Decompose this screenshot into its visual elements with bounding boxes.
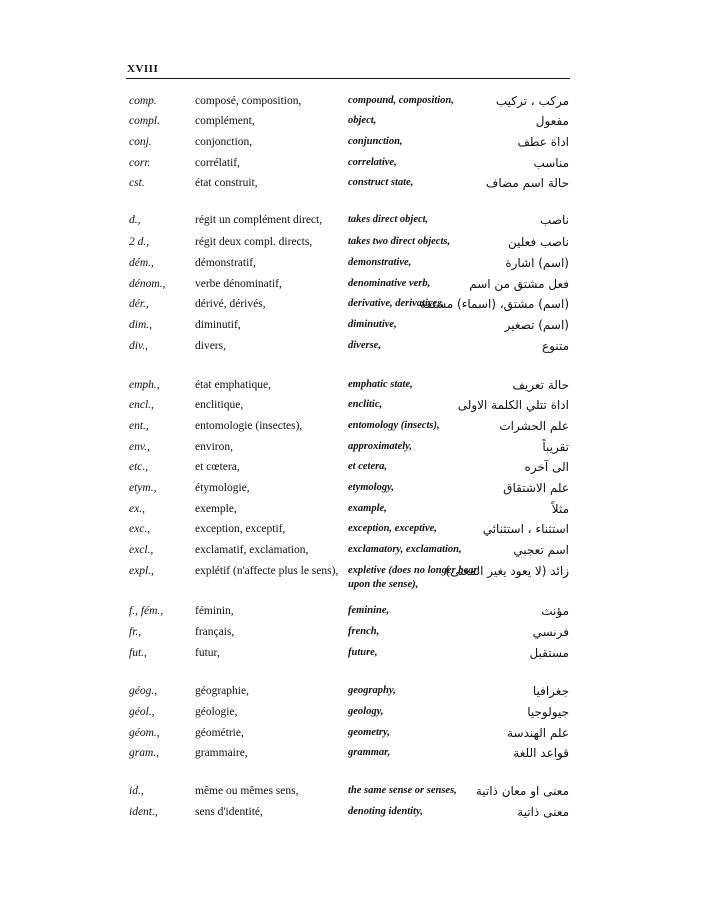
abbreviation: fr., xyxy=(129,626,142,638)
abbreviation: exc., xyxy=(129,523,151,535)
abbreviation: cst. xyxy=(129,177,145,189)
english-meaning: etymology, xyxy=(348,482,394,493)
french-meaning: divers, xyxy=(195,340,226,352)
english-meaning: enclitic, xyxy=(348,399,383,410)
french-meaning: exclamatif, exclamation, xyxy=(195,544,309,556)
abbreviation: ident., xyxy=(129,806,158,818)
arabic-meaning: قواعد اللغة xyxy=(513,746,569,760)
abbreviation: fut., xyxy=(129,647,147,659)
abbreviation: dim., xyxy=(129,319,152,331)
english-meaning: takes direct object, xyxy=(348,214,429,225)
french-meaning: géométrie, xyxy=(195,727,244,739)
french-meaning: régit un complément direct, xyxy=(195,214,323,226)
abbreviation: conj. xyxy=(129,136,152,148)
english-meaning: geology, xyxy=(348,706,384,717)
abbreviation: comp. xyxy=(129,95,157,107)
abbreviation: géol., xyxy=(129,706,155,718)
french-meaning: et cœtera, xyxy=(195,461,240,473)
french-meaning: état construit, xyxy=(195,177,258,189)
arabic-meaning: علم الاشتقاق xyxy=(503,481,569,495)
french-meaning: environ, xyxy=(195,441,234,453)
english-meaning: correlative, xyxy=(348,157,397,168)
arabic-meaning: متنوع xyxy=(541,339,569,353)
arabic-meaning: معنى او معان ذاتية xyxy=(475,784,569,798)
abbreviation: géog., xyxy=(129,685,158,697)
english-meaning: et cetera, xyxy=(348,461,388,472)
english-meaning: geography, xyxy=(348,685,396,696)
arabic-meaning: ناصب xyxy=(540,213,569,227)
english-meaning: diminutive, xyxy=(348,319,397,330)
arabic-meaning: جغرافيا xyxy=(532,684,569,698)
abbreviation: f., fém., xyxy=(129,605,164,617)
page-number: XVIII xyxy=(127,63,159,75)
abbreviation: géom., xyxy=(129,727,160,739)
arabic-meaning: الى آخره xyxy=(524,460,569,474)
french-meaning: sens d'identité, xyxy=(195,806,263,818)
french-meaning: exception, exceptif, xyxy=(195,523,286,535)
arabic-meaning: (اسم) تصغير xyxy=(504,318,569,332)
abbreviation: ex., xyxy=(129,503,145,515)
french-meaning: corrélatif, xyxy=(195,157,241,169)
french-meaning: même ou mêmes sens, xyxy=(195,785,299,797)
arabic-meaning: فرنسي xyxy=(532,625,569,639)
english-meaning: exclamatory, exclamation, xyxy=(348,544,462,555)
arabic-meaning: تقريباً xyxy=(542,440,569,454)
abbreviation: dém., xyxy=(129,257,154,269)
english-meaning: french, xyxy=(348,626,380,637)
french-meaning: géographie, xyxy=(195,685,249,697)
arabic-meaning: مستقبل xyxy=(529,646,569,660)
abbreviation: id., xyxy=(129,785,144,797)
english-meaning: future, xyxy=(348,647,378,658)
arabic-meaning: علم الهندسة xyxy=(507,726,569,740)
arabic-meaning: اداة تتلي الكلمة الاولى xyxy=(457,398,569,412)
english-meaning: compound, composition, xyxy=(348,95,454,106)
english-meaning: example, xyxy=(348,503,387,514)
arabic-meaning: جيولوجيا xyxy=(527,705,569,719)
arabic-meaning: فعل مشتق من اسم xyxy=(469,277,569,291)
arabic-meaning: اداة عطف xyxy=(517,135,569,149)
arabic-meaning: مثلاً xyxy=(551,502,569,516)
arabic-meaning: مركب ، تركيب xyxy=(495,94,569,108)
french-meaning: état emphatique, xyxy=(195,379,271,391)
english-meaning: construct state, xyxy=(348,177,414,188)
english-meaning: demonstrative, xyxy=(348,257,412,268)
french-meaning: futur, xyxy=(195,647,220,659)
french-meaning: grammaire, xyxy=(195,747,248,759)
abbreviation: expl., xyxy=(129,565,154,577)
english-meaning: the same sense or senses, xyxy=(348,785,457,796)
french-meaning: géologie, xyxy=(195,706,238,718)
arabic-meaning: مؤنث xyxy=(541,604,569,618)
english-meaning: geometry, xyxy=(348,727,390,738)
english-meaning: feminine, xyxy=(348,605,390,616)
arabic-meaning: (اسم) اشارة xyxy=(505,256,569,270)
french-meaning: enclitique, xyxy=(195,399,244,411)
english-meaning: approximately, xyxy=(348,441,413,452)
english-meaning: conjunction, xyxy=(348,136,403,147)
english-meaning: denoting identity, xyxy=(348,806,423,817)
abbreviation: 2 d., xyxy=(129,236,150,248)
french-meaning: explétif (n'affecte plus le sens), xyxy=(195,565,339,577)
abbreviation: ent., xyxy=(129,420,149,432)
french-meaning: complément, xyxy=(195,115,255,127)
english-meaning: takes two direct objects, xyxy=(348,236,451,247)
english-meaning: diverse, xyxy=(348,340,381,351)
abbreviation: env., xyxy=(129,441,150,453)
french-meaning: verbe dénominatif, xyxy=(195,278,282,290)
english-meaning: denominative verb, xyxy=(348,278,431,289)
arabic-meaning: مفعول xyxy=(535,114,569,128)
english-meaning: entomology (insects), xyxy=(348,420,440,431)
english-meaning: derivative, derivatives, xyxy=(348,298,444,309)
french-meaning: exemple, xyxy=(195,503,237,515)
french-meaning: entomologie (insectes), xyxy=(195,420,303,432)
arabic-meaning: (اسم) مشتق، (اسماء) مشتقة xyxy=(419,297,569,311)
abbreviation: etym., xyxy=(129,482,157,494)
english-meaning: grammar, xyxy=(348,747,391,758)
french-meaning: régit deux compl. directs, xyxy=(195,236,313,248)
french-meaning: féminin, xyxy=(195,605,234,617)
french-meaning: diminutif, xyxy=(195,319,241,331)
abbreviation: dér., xyxy=(129,298,149,310)
arabic-meaning: مناسب xyxy=(533,156,569,170)
abbreviation: corr. xyxy=(129,157,151,169)
abbreviation: encl., xyxy=(129,399,154,411)
french-meaning: dérivé, dérivés, xyxy=(195,298,266,310)
arabic-meaning: زائد (لا يعود يغير المعنى) xyxy=(445,564,569,578)
abbreviation: dénom., xyxy=(129,278,166,290)
arabic-meaning: استثناء ، استثنائي xyxy=(482,522,569,536)
abbreviation: excl., xyxy=(129,544,154,556)
french-meaning: démonstratif, xyxy=(195,257,256,269)
abbreviation: compl. xyxy=(129,115,160,127)
french-meaning: composé, composition, xyxy=(195,95,302,107)
arabic-meaning: معنى ذاتية xyxy=(517,805,569,819)
english-meaning: object, xyxy=(348,115,377,126)
abbreviation: emph., xyxy=(129,379,160,391)
english-meaning: exception, exceptive, xyxy=(348,523,437,534)
arabic-meaning: علم الحشرات xyxy=(499,419,569,433)
english-meaning: emphatic state, xyxy=(348,379,413,390)
french-meaning: étymologie, xyxy=(195,482,250,494)
arabic-meaning: ناصب فعلين xyxy=(507,235,569,249)
arabic-meaning: حالة اسم مضاف xyxy=(485,176,569,190)
abbreviation: div., xyxy=(129,340,148,352)
abbreviation: d., xyxy=(129,214,141,226)
abbreviation: gram., xyxy=(129,747,160,759)
arabic-meaning: اسم تعجبي xyxy=(513,543,569,557)
abbreviation: etc., xyxy=(129,461,149,473)
arabic-meaning: حالة تعريف xyxy=(512,378,569,392)
french-meaning: conjonction, xyxy=(195,136,253,148)
french-meaning: français, xyxy=(195,626,235,638)
english-meaning: expletive (does no longer bear upon the sense), xyxy=(348,565,478,590)
